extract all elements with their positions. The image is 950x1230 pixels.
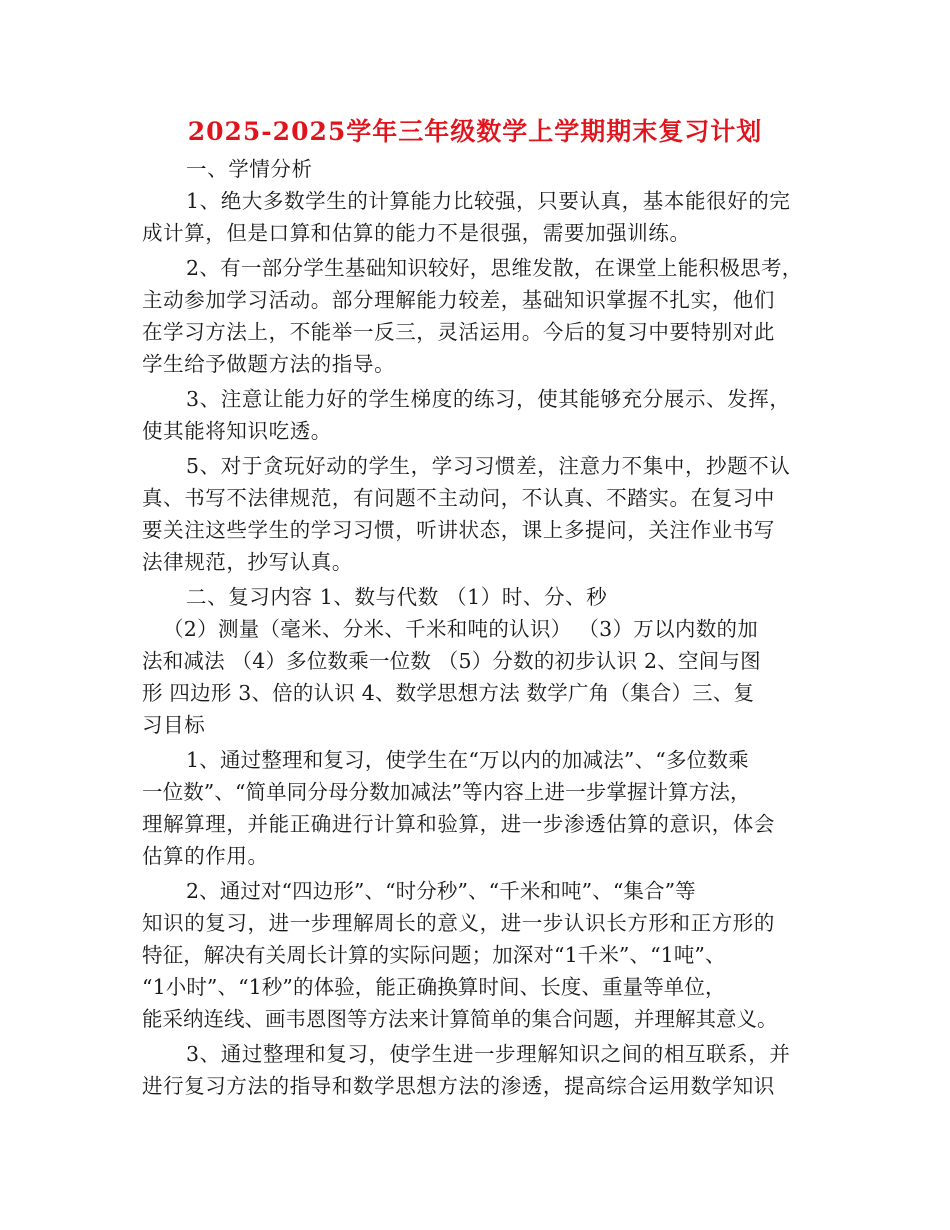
paragraph-line: 1、通过整理和复习，使学生在“万以内的加减法”、“多位数乘 — [186, 748, 749, 772]
paragraph-line: 理解算理，并能正确进行计算和验算，进一步渗透估算的意识，体会 — [142, 812, 775, 836]
paragraph-line: “1小时”、“1秒”的体验，能正确换算时间、长度、重量等单位， — [142, 975, 726, 999]
paragraph-line: 在学习方法上，不能举一反三，灵活运用。今后的复习中要特别对此 — [142, 320, 775, 344]
paragraph-line: 5、对于贪玩好动的学生，学习习惯差，注意力不集中，抄题不认 — [186, 454, 791, 478]
paragraph-line: 3、通过整理和复习，使学生进一步理解知识之间的相互联系，并 — [186, 1042, 791, 1066]
paragraph-line: 真、书写不法律规范，有问题不主动问，不认真、不踏实。在复习中 — [142, 486, 775, 510]
paragraph-line: 使其能将知识吃透。 — [142, 419, 332, 443]
paragraph-line: 学生给予做题方法的指导。 — [142, 352, 396, 376]
paragraph-line: 1、绝大多数学生的计算能力比较强，只要认真，基本能很好的完 — [186, 189, 791, 213]
paragraph-line: 特征，解决有关周长计算的实际问题；加深对“1千米”、“1吨”、 — [142, 943, 726, 967]
paragraph-line: 2、通过对“四边形”、“时分秒”、“千米和吨”、“集合”等 — [186, 879, 696, 903]
paragraph-line: 2、有一部分学生基础知识较好，思维发散，在课堂上能积极思考， — [186, 256, 803, 280]
paragraph-line: 估算的作用。 — [142, 844, 269, 868]
document-title: 2025-2025学年三年级数学上学期期末复习计划 — [187, 117, 763, 146]
section-heading: 一、学情分析 — [186, 157, 313, 181]
paragraph-line: 进行复习方法的指导和数学思想方法的渗透，提高综合运用数学知识 — [142, 1074, 775, 1098]
paragraph-line: 知识的复习，进一步理解周长的意义，进一步认识长方形和正方形的 — [142, 911, 775, 935]
paragraph-line: 习目标 — [142, 713, 206, 737]
paragraph-line: 成计算，但是口算和估算的能力不是很强，需要加强训练。 — [142, 221, 691, 245]
section-heading: 二、复习内容 1、数与代数 （1）时、分、秒 — [186, 585, 608, 609]
paragraph-line: 3、注意让能力好的学生梯度的练习，使其能够充分展示、发挥， — [186, 387, 791, 411]
paragraph-line: 能采纳连线、画韦恩图等方法来计算简单的集合问题，并理解其意义。 — [142, 1007, 778, 1031]
paragraph-line: 形 四边形 3、倍的认识 4、数学思想方法 数学广角（集合）三、复 — [142, 681, 755, 705]
paragraph-line: 一位数”、“简单同分母分数加减法”等内容上进一步掌握计算方法， — [142, 780, 751, 804]
paragraph-line: 法律规范，抄写认真。 — [142, 550, 353, 574]
paragraph-line: 要关注这些学生的学习习惯，听讲状态，课上多提问，关注作业书写 — [142, 518, 775, 542]
paragraph-line: （2）测量（毫米、分米、千米和吨的认识） （3）万以内数的加 — [163, 617, 759, 641]
paragraph-line: 法和减法 （4）多位数乘一位数 （5）分数的初步认识 2、空间与图 — [142, 649, 761, 673]
paragraph-line: 主动参加学习活动。部分理解能力较差，基础知识掌握不扎实，他们 — [142, 288, 775, 312]
